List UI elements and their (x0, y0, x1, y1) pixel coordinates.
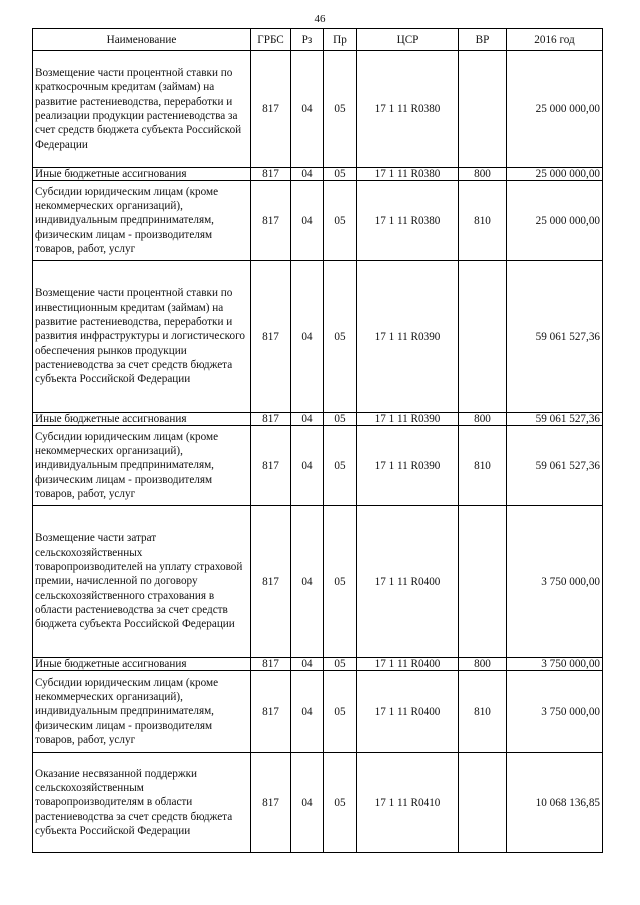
table-row (33, 261, 603, 413)
row-amount: 25 000 000,00 (507, 181, 603, 261)
row-amount: 10 068 136,85 (507, 753, 603, 853)
row-rz: 04 (291, 51, 324, 168)
row-name: Возмещение части затрат сельскохозяйственных товаропроизводителей на уплату страховой премии, начисленной по договору сельскохозяйственного страхования в области растениеводства за счет средств бюджета субъекта Российской Федерации (33, 506, 251, 658)
row-amount: 3 750 000,00 (507, 506, 603, 658)
row-rz: 04 (291, 413, 324, 426)
row-grbs: 817 (251, 671, 291, 753)
row-vr: 810 (459, 181, 507, 261)
row-vr (459, 51, 507, 168)
header-csr: ЦСР (357, 29, 459, 51)
table-row (33, 426, 603, 506)
row-grbs: 817 (251, 168, 291, 181)
row-grbs: 817 (251, 261, 291, 413)
row-name: Субсидии юридическим лицам (кроме некоммерческих организаций), индивидуальным предпринимателям, физическим лицам - производителям товаров, работ, услуг (33, 426, 251, 506)
row-amount: 59 061 527,36 (507, 413, 603, 426)
row-pr: 05 (324, 506, 357, 658)
header-grbs: ГРБС (251, 29, 291, 51)
row-grbs: 817 (251, 658, 291, 671)
row-pr: 05 (324, 426, 357, 506)
table-row (33, 181, 603, 261)
row-pr: 05 (324, 168, 357, 181)
row-name: Возмещение части процентной ставки по краткосрочным кредитам (займам) на развитие растениеводства, переработки и реализации продукции растениеводства за счет средств бюджета субъекта Российской Федерации (33, 51, 251, 168)
row-pr: 05 (324, 413, 357, 426)
row-vr: 810 (459, 426, 507, 506)
table-row (33, 506, 603, 658)
row-vr (459, 261, 507, 413)
row-rz: 04 (291, 426, 324, 506)
row-grbs: 817 (251, 506, 291, 658)
row-vr: 800 (459, 658, 507, 671)
row-amount: 25 000 000,00 (507, 51, 603, 168)
table-row (33, 671, 603, 753)
row-name: Оказание несвязанной поддержки сельскохозяйственным товаропроизводителям в области растениеводства за счет средств бюджета субъекта Российской Федерации (33, 753, 251, 853)
budget-table (32, 28, 603, 853)
row-rz: 04 (291, 753, 324, 853)
header-rz: Рз (291, 29, 324, 51)
page-number: 46 (314, 13, 326, 25)
row-pr: 05 (324, 753, 357, 853)
table-row (33, 51, 603, 168)
row-name: Субсидии юридическим лицам (кроме некоммерческих организаций), индивидуальным предпринимателям, физическим лицам - производителям товаров, работ, услуг (33, 671, 251, 753)
table-row (33, 658, 603, 671)
row-csr: 17 1 11 R0390 (357, 413, 459, 426)
row-grbs: 817 (251, 753, 291, 853)
table-row (33, 753, 603, 853)
row-amount: 59 061 527,36 (507, 261, 603, 413)
header-name: Наименование (33, 29, 251, 51)
row-name: Иные бюджетные ассигнования (33, 413, 251, 426)
row-grbs: 817 (251, 413, 291, 426)
header-year: 2016 год (507, 29, 603, 51)
row-rz: 04 (291, 658, 324, 671)
row-amount: 3 750 000,00 (507, 658, 603, 671)
row-pr: 05 (324, 51, 357, 168)
row-grbs: 817 (251, 51, 291, 168)
row-vr: 810 (459, 671, 507, 753)
row-pr: 05 (324, 671, 357, 753)
row-amount: 3 750 000,00 (507, 671, 603, 753)
row-pr: 05 (324, 658, 357, 671)
row-rz: 04 (291, 181, 324, 261)
row-rz: 04 (291, 506, 324, 658)
row-csr: 17 1 11 R0390 (357, 426, 459, 506)
header-pr: Пр (324, 29, 357, 51)
row-csr: 17 1 11 R0400 (357, 506, 459, 658)
row-vr (459, 753, 507, 853)
row-amount: 59 061 527,36 (507, 426, 603, 506)
row-csr: 17 1 11 R0400 (357, 658, 459, 671)
row-csr: 17 1 11 R0380 (357, 181, 459, 261)
row-csr: 17 1 11 R0380 (357, 168, 459, 181)
row-csr: 17 1 11 R0390 (357, 261, 459, 413)
row-pr: 05 (324, 181, 357, 261)
row-vr: 800 (459, 168, 507, 181)
row-vr: 800 (459, 413, 507, 426)
table-header-row (33, 29, 603, 51)
row-pr: 05 (324, 261, 357, 413)
row-csr: 17 1 11 R0380 (357, 51, 459, 168)
table-row (33, 413, 603, 426)
row-csr: 17 1 11 R0400 (357, 671, 459, 753)
row-rz: 04 (291, 168, 324, 181)
row-grbs: 817 (251, 426, 291, 506)
row-rz: 04 (291, 261, 324, 413)
row-csr: 17 1 11 R0410 (357, 753, 459, 853)
row-name: Субсидии юридическим лицам (кроме некоммерческих организаций), индивидуальным предпринимателям, физическим лицам - производителям товаров, работ, услуг (33, 181, 251, 261)
row-vr (459, 506, 507, 658)
row-name: Иные бюджетные ассигнования (33, 658, 251, 671)
row-amount: 25 000 000,00 (507, 168, 603, 181)
table-row (33, 168, 603, 181)
row-grbs: 817 (251, 181, 291, 261)
row-name: Возмещение части процентной ставки по инвестиционным кредитам (займам) на развитие растениеводства, переработки и развития инфраструктуры и логистического обеспечения рынков продукции растениеводства за счет средств бюджета субъекта Российской Федерации (33, 261, 251, 413)
header-vr: ВР (459, 29, 507, 51)
row-name: Иные бюджетные ассигнования (33, 168, 251, 181)
row-rz: 04 (291, 671, 324, 753)
